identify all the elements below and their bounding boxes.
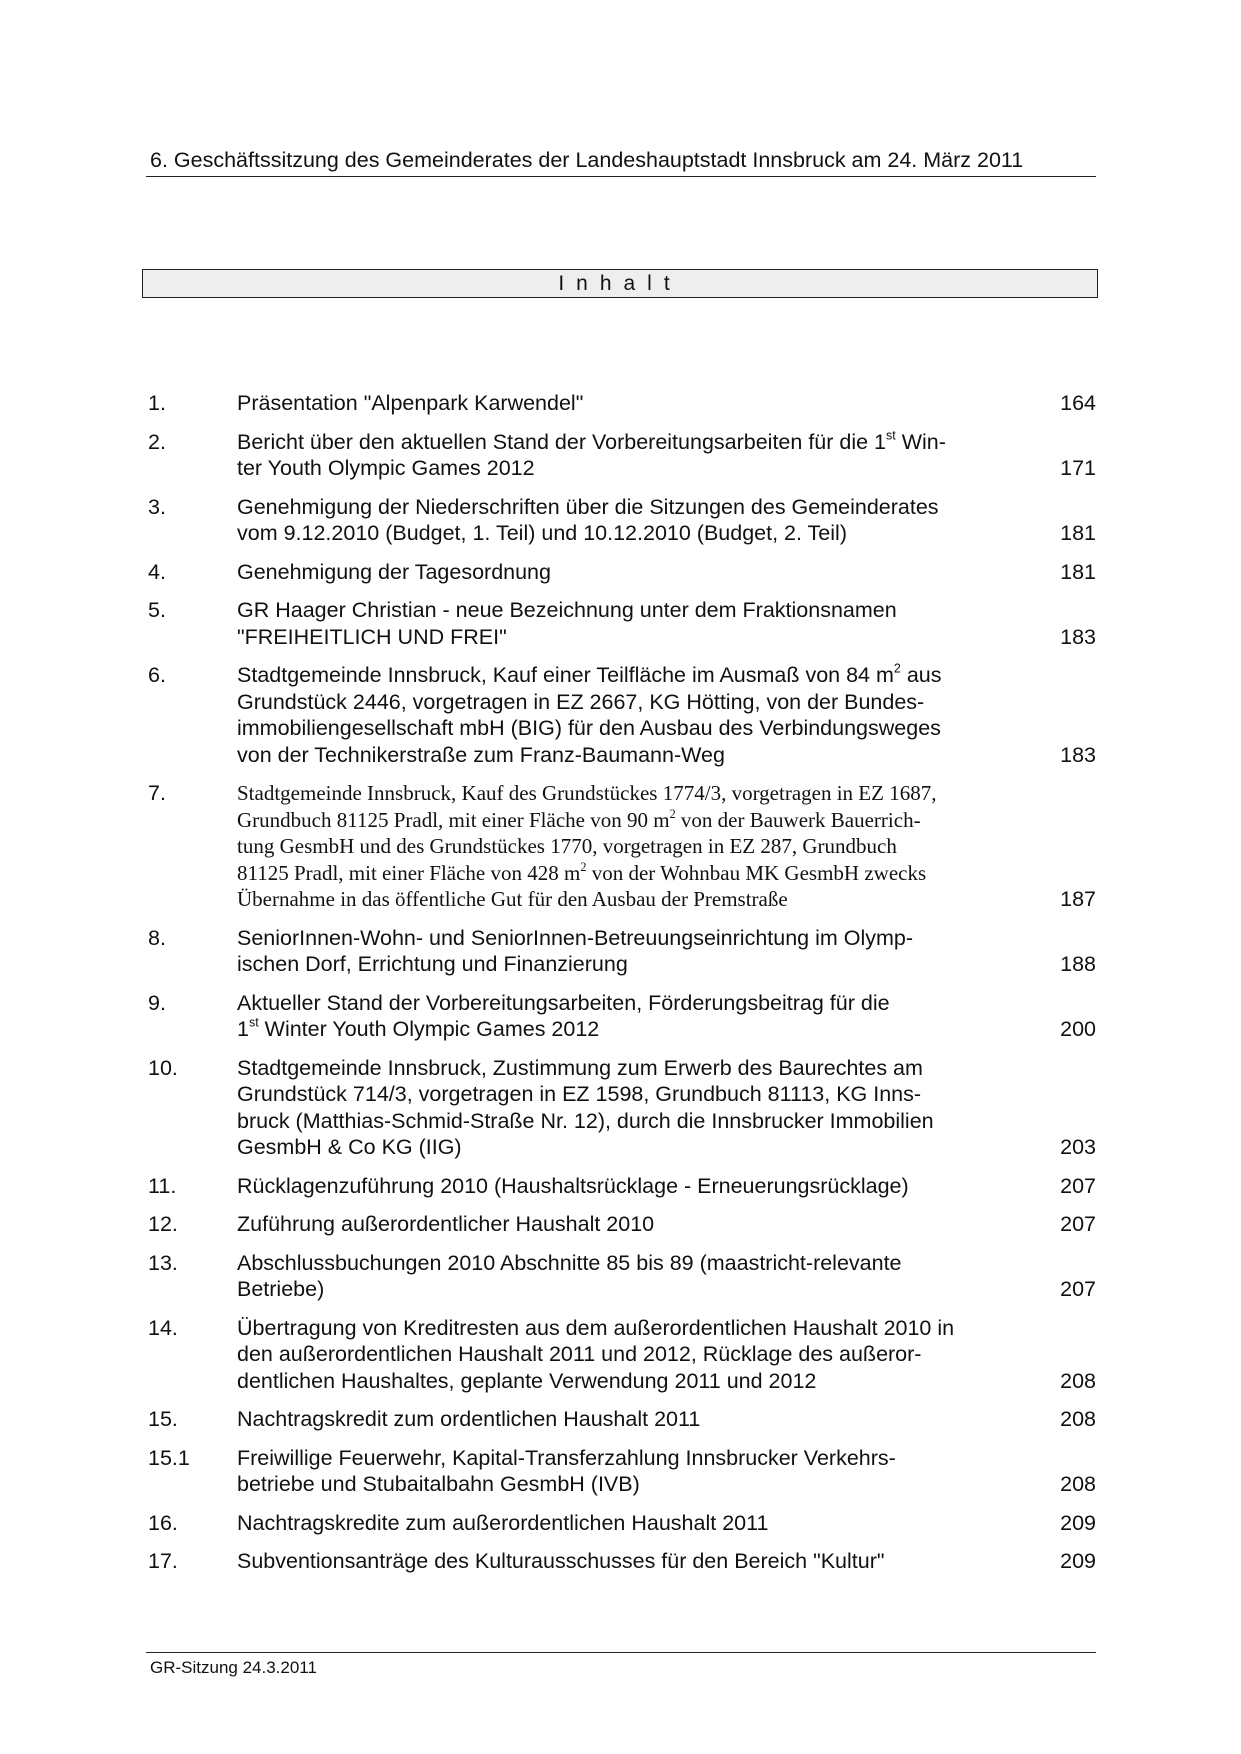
toc-entry <box>148 597 1096 650</box>
header-title: 6. Geschäftssitzung des Gemeinderates der Landeshauptstadt Innsbruck am 24. März 2011 <box>150 148 1024 172</box>
toc-entry-line: Betriebe) <box>237 1277 325 1301</box>
toc-entry <box>148 990 1096 1043</box>
toc-entry-page: 164 <box>1060 391 1096 415</box>
toc-entry-line: den außerordentlichen Haushalt 2011 und 2012, Rücklage des außeror- <box>237 1342 922 1366</box>
toc-entry-line: Aktueller Stand der Vorbereitungsarbeiten, Förderungsbeitrag für die <box>237 990 890 1015</box>
toc-entry-line: immobiliengesellschaft mbH (BIG) für den Ausbau des Verbindungsweges <box>237 716 941 740</box>
toc-entry <box>148 1250 1096 1303</box>
toc-entry <box>148 1055 1096 1161</box>
toc-entry-line: Stadtgemeinde Innsbruck, Zustimmung zum Erwerb des Baurechtes am <box>237 1055 923 1080</box>
toc-entry-line: Grundstück 714/3, vorgetragen in EZ 1598, Grundbuch 81113, KG Inns- <box>237 1082 922 1106</box>
toc-entry-number: 6. <box>148 663 166 687</box>
toc-entry <box>148 1173 1096 1200</box>
toc-entry-page: 209 <box>1060 1510 1096 1535</box>
toc-entry <box>148 925 1096 978</box>
toc-entry-line: Genehmigung der Tagesordnung <box>237 559 551 584</box>
toc-entry-line: von der Technikerstraße zum Franz-Baumann-Weg <box>237 742 725 767</box>
toc-entry-line: 81125 Pradl, mit einer Fläche von 428 $m^2$ von der Wohnbau MK GesmbH zwecks <box>237 859 927 885</box>
toc-entry-line: betriebe und Stubaitalbahn GesmbH (IVB) <box>237 1472 640 1496</box>
toc-entry-line: SeniorInnen-Wohn- und SeniorInnen-Betreuungseinrichtung im Olymp- <box>237 925 914 950</box>
toc-entry-number: 11. <box>148 1173 177 1198</box>
toc-entry-line: Übertragung von Kreditresten aus dem außerordentlichen Haushalt 2010 in <box>237 1315 955 1340</box>
page-footer <box>146 1652 1096 1679</box>
toc-entry-title <box>237 990 1017 1043</box>
toc-entry-title <box>237 1548 1017 1575</box>
toc-entry-page: 171 <box>1060 456 1096 480</box>
toc-entry-line: dentlichen Haushaltes, geplante Verwendung 2011 und 2012 <box>237 1368 817 1393</box>
toc-entry-title <box>237 494 1017 547</box>
toc-entry-line: Rücklagenzuführung 2010 (Haushaltsrücklage - Erneuerungsrücklage) <box>237 1173 909 1198</box>
toc-entry-line: Genehmigung der Niederschriften über die Sitzungen des Gemeinderates <box>237 494 939 519</box>
toc-entry-number: 3. <box>148 494 166 519</box>
toc-entry-page: 188 <box>1060 952 1096 976</box>
toc-entry-number: 15.1 <box>148 1445 190 1470</box>
toc-entry <box>148 780 1096 913</box>
toc-entry-page: 207 <box>1060 1212 1096 1236</box>
toc-entry-line: bruck (Matthias-Schmid-Straße Nr. 12), durch die Innsbrucker Immobilien <box>237 1108 934 1133</box>
toc-entry-title <box>237 1315 1017 1395</box>
toc-entry <box>148 429 1096 482</box>
inhalt-heading: Inhalt <box>142 269 1098 298</box>
toc-entry-title <box>237 1510 1017 1537</box>
toc-entry-number: 9. <box>148 990 166 1015</box>
toc-entry-title <box>237 429 1017 482</box>
page-header <box>146 146 1096 177</box>
toc-entry <box>148 390 1096 417</box>
footer-text: GR-Sitzung 24.3.2011 <box>150 1658 317 1677</box>
toc-entry-title <box>237 1211 1017 1238</box>
toc-entry-line: Nachtragskredit zum ordentlichen Haushalt 2011 <box>237 1407 701 1431</box>
toc-entry-line: Grundstück 2446, vorgetragen in EZ 2667, KG Hötting, von der Bundes- <box>237 689 925 714</box>
toc-entry-page: 208 <box>1060 1472 1096 1496</box>
toc-entry-line: Stadtgemeinde Innsbruck, Kauf des Grundstückes 1774/3, vorgetragen in EZ 1687, <box>237 781 937 805</box>
toc-entry-page: 181 <box>1060 559 1096 584</box>
toc-entry-page: 208 <box>1060 1368 1096 1393</box>
toc-entry-number: 16. <box>148 1510 178 1535</box>
toc-entry-title <box>237 925 1017 978</box>
toc-entry-page: 209 <box>1060 1549 1096 1573</box>
toc-entry-line: Subventionsanträge des Kulturausschusses für den Bereich "Kultur" <box>237 1549 885 1573</box>
toc-entry-title <box>237 1055 1017 1161</box>
toc-entry-number: 17. <box>148 1549 178 1573</box>
toc-entry <box>148 559 1096 586</box>
toc-entry-title <box>237 559 1017 586</box>
toc-entry <box>148 1211 1096 1238</box>
toc-entry-line: GesmbH & Co KG (IIG) <box>237 1135 462 1159</box>
toc-entry-page: 187 <box>1060 887 1096 911</box>
toc-entry-line: vom 9.12.2010 (Budget, 1. Teil) und 10.12.2010 (Budget, 2. Teil) <box>237 521 847 545</box>
toc-entry-page: 207 <box>1060 1277 1096 1301</box>
toc-entry-number: 15. <box>148 1407 178 1431</box>
toc-entry <box>148 1315 1096 1395</box>
toc-entry-title <box>237 1173 1017 1200</box>
toc-entry-line: Grundbuch 81125 Pradl, mit einer Fläche von 90 $m^2$ von der Bauwerk Bauerrich- <box>237 806 921 832</box>
toc-entry-number: 8. <box>148 925 166 950</box>
toc-entry <box>148 662 1096 768</box>
toc-entry-number: 7. <box>148 781 166 805</box>
toc-entry-page: 208 <box>1060 1407 1096 1431</box>
toc-entry-title <box>237 1406 1017 1433</box>
toc-entry-title <box>237 390 1017 417</box>
toc-entry-number: 4. <box>148 559 166 584</box>
toc-entry-title <box>237 597 1017 650</box>
toc-entry-number: 13. <box>148 1250 178 1275</box>
toc-entry <box>148 1406 1096 1433</box>
toc-entry-page: 181 <box>1060 521 1096 545</box>
toc-entry-number: 1. <box>148 391 166 415</box>
toc-entry <box>148 1548 1096 1575</box>
toc-entry-line: Übernahme in das öffentliche Gut für den Ausbau der Premstraße <box>237 887 788 911</box>
toc-entry-number: 12. <box>148 1212 178 1236</box>
toc-entry-page: 183 <box>1060 624 1096 649</box>
toc-entry <box>148 1510 1096 1537</box>
toc-entry-line: GR Haager Christian - neue Bezeichnung unter dem Fraktionsnamen <box>237 598 897 622</box>
toc-entry-line: Nachtragskredite zum außerordentlichen Haushalt 2011 <box>237 1510 769 1535</box>
toc-entry-title <box>237 780 1017 913</box>
toc-entry-line: 1st Winter Youth Olympic Games 2012 <box>237 1015 600 1041</box>
toc-entry <box>148 494 1096 547</box>
toc-entry-number: 10. <box>148 1055 178 1080</box>
toc-entry-line: ischen Dorf, Errichtung und Finanzierung <box>237 952 628 976</box>
toc-entry-line: Freiwillige Feuerwehr, Kapital-Transferzahlung Innsbrucker Verkehrs- <box>237 1445 896 1470</box>
table-of-contents <box>148 390 1096 1587</box>
toc-entry-number: 5. <box>148 598 166 622</box>
toc-entry-line: ter Youth Olympic Games 2012 <box>237 456 535 480</box>
toc-entry-page: 200 <box>1060 1017 1096 1041</box>
toc-entry-title <box>237 662 1017 768</box>
toc-entry-number: 2. <box>148 429 166 454</box>
toc-entry-line: Präsentation "Alpenpark Karwendel" <box>237 391 584 415</box>
toc-entry <box>148 1445 1096 1498</box>
toc-entry-title <box>237 1250 1017 1303</box>
toc-entry-page: 203 <box>1060 1135 1096 1159</box>
toc-entry-line: Bericht über den aktuellen Stand der Vorbereitungsarbeiten für die 1st Win- <box>237 428 946 454</box>
toc-entry-line: Abschlussbuchungen 2010 Abschnitte 85 bis 89 (maastricht-relevante <box>237 1250 902 1275</box>
toc-entry-line: Zuführung außerordentlicher Haushalt 2010 <box>237 1212 655 1236</box>
toc-entry-line: tung GesmbH und des Grundstückes 1770, vorgetragen in EZ 287, Grundbuch <box>237 834 897 858</box>
toc-entry-number: 14. <box>148 1315 178 1340</box>
toc-entry-page: 207 <box>1060 1173 1096 1198</box>
toc-entry-line: "FREIHEITLICH UND FREI" <box>237 624 507 649</box>
toc-entry-title <box>237 1445 1017 1498</box>
toc-entry-page: 183 <box>1060 742 1096 767</box>
toc-entry-line: Stadtgemeinde Innsbruck, Kauf einer Teilfläche im Ausmaß von 84 $m^2$ aus <box>237 661 942 687</box>
